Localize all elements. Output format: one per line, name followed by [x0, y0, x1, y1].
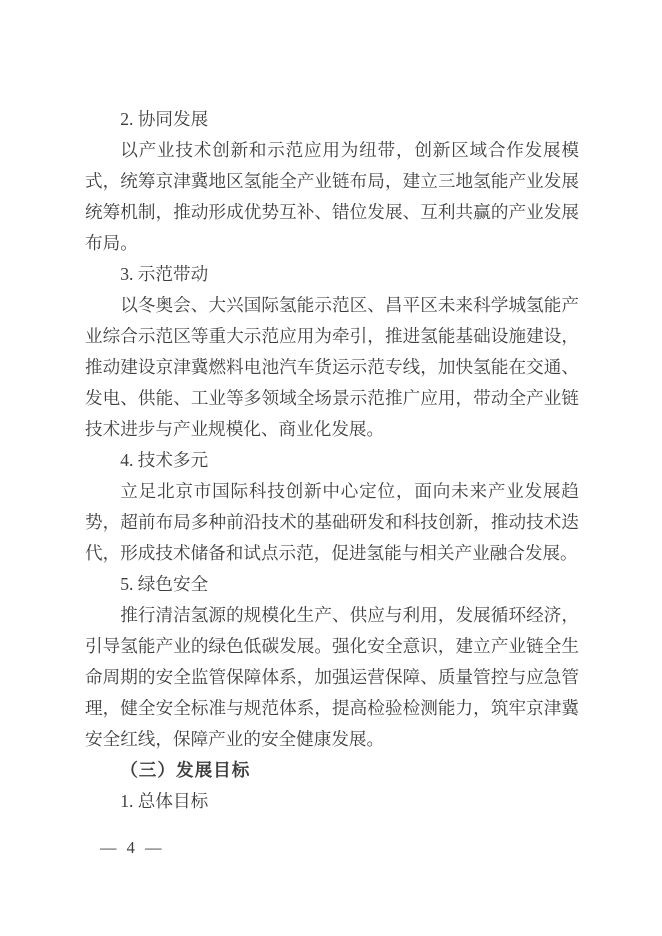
page-footer [100, 836, 165, 860]
section-heading-5-green-safety: 5. 绿色安全 [120, 574, 209, 594]
subsection-heading-development-goals: （三）发展目标 [120, 760, 251, 780]
section-heading-1-overall-goal: 1. 总体目标 [120, 791, 209, 811]
section-heading-4-technology-diversity: 4. 技术多元 [120, 450, 209, 470]
section-heading-2-collaborative-development: 2. 协同发展 [120, 109, 209, 129]
section-paragraph-4: 立足北京市国际科技创新中心定位，面向未来产业发展趋势，超前布局多种前沿技术的基础研发和科技创新，推动技术迭代，形成技术储备和试点示范，促进氢能与相关产业融合发展。 [85, 481, 579, 563]
document-body [85, 104, 579, 817]
section-heading-3-demonstration-driven: 3. 示范带动 [120, 264, 209, 284]
section-paragraph-2: 以产业技术创新和示范应用为纽带，创新区域合作发展模式，统筹京津冀地区氢能全产业链布局，建立三地氢能产业发展统筹机制，推动形成优势互补、错位发展、互利共赢的产业发展布局。 [85, 140, 579, 253]
section-paragraph-3: 以冬奥会、大兴国际氢能示范区、昌平区未来科学城氢能产业综合示范区等重大示范应用为牵引，推进氢能基础设施建设，推动建设京津冀燃料电池汽车货运示范专线，加快氢能在交通、发电、供能、工业等多领域全场景示范推广应用，带动全产业链技术进步与产业规模化、商业化发展。 [85, 295, 579, 439]
page-number: — 4 — [100, 838, 165, 857]
section-paragraph-5: 推行清洁氢源的规模化生产、供应与利用，发展循环经济，引导氢能产业的绿色低碳发展。强化安全意识，建立产业链全生命周期的安全监管保障体系，加强运营保障、质量管控与应急管理，健全安全标准与规范体系，提高检验检测能力，筑牢京津冀安全红线，保障产业的安全健康发展。 [85, 605, 579, 749]
